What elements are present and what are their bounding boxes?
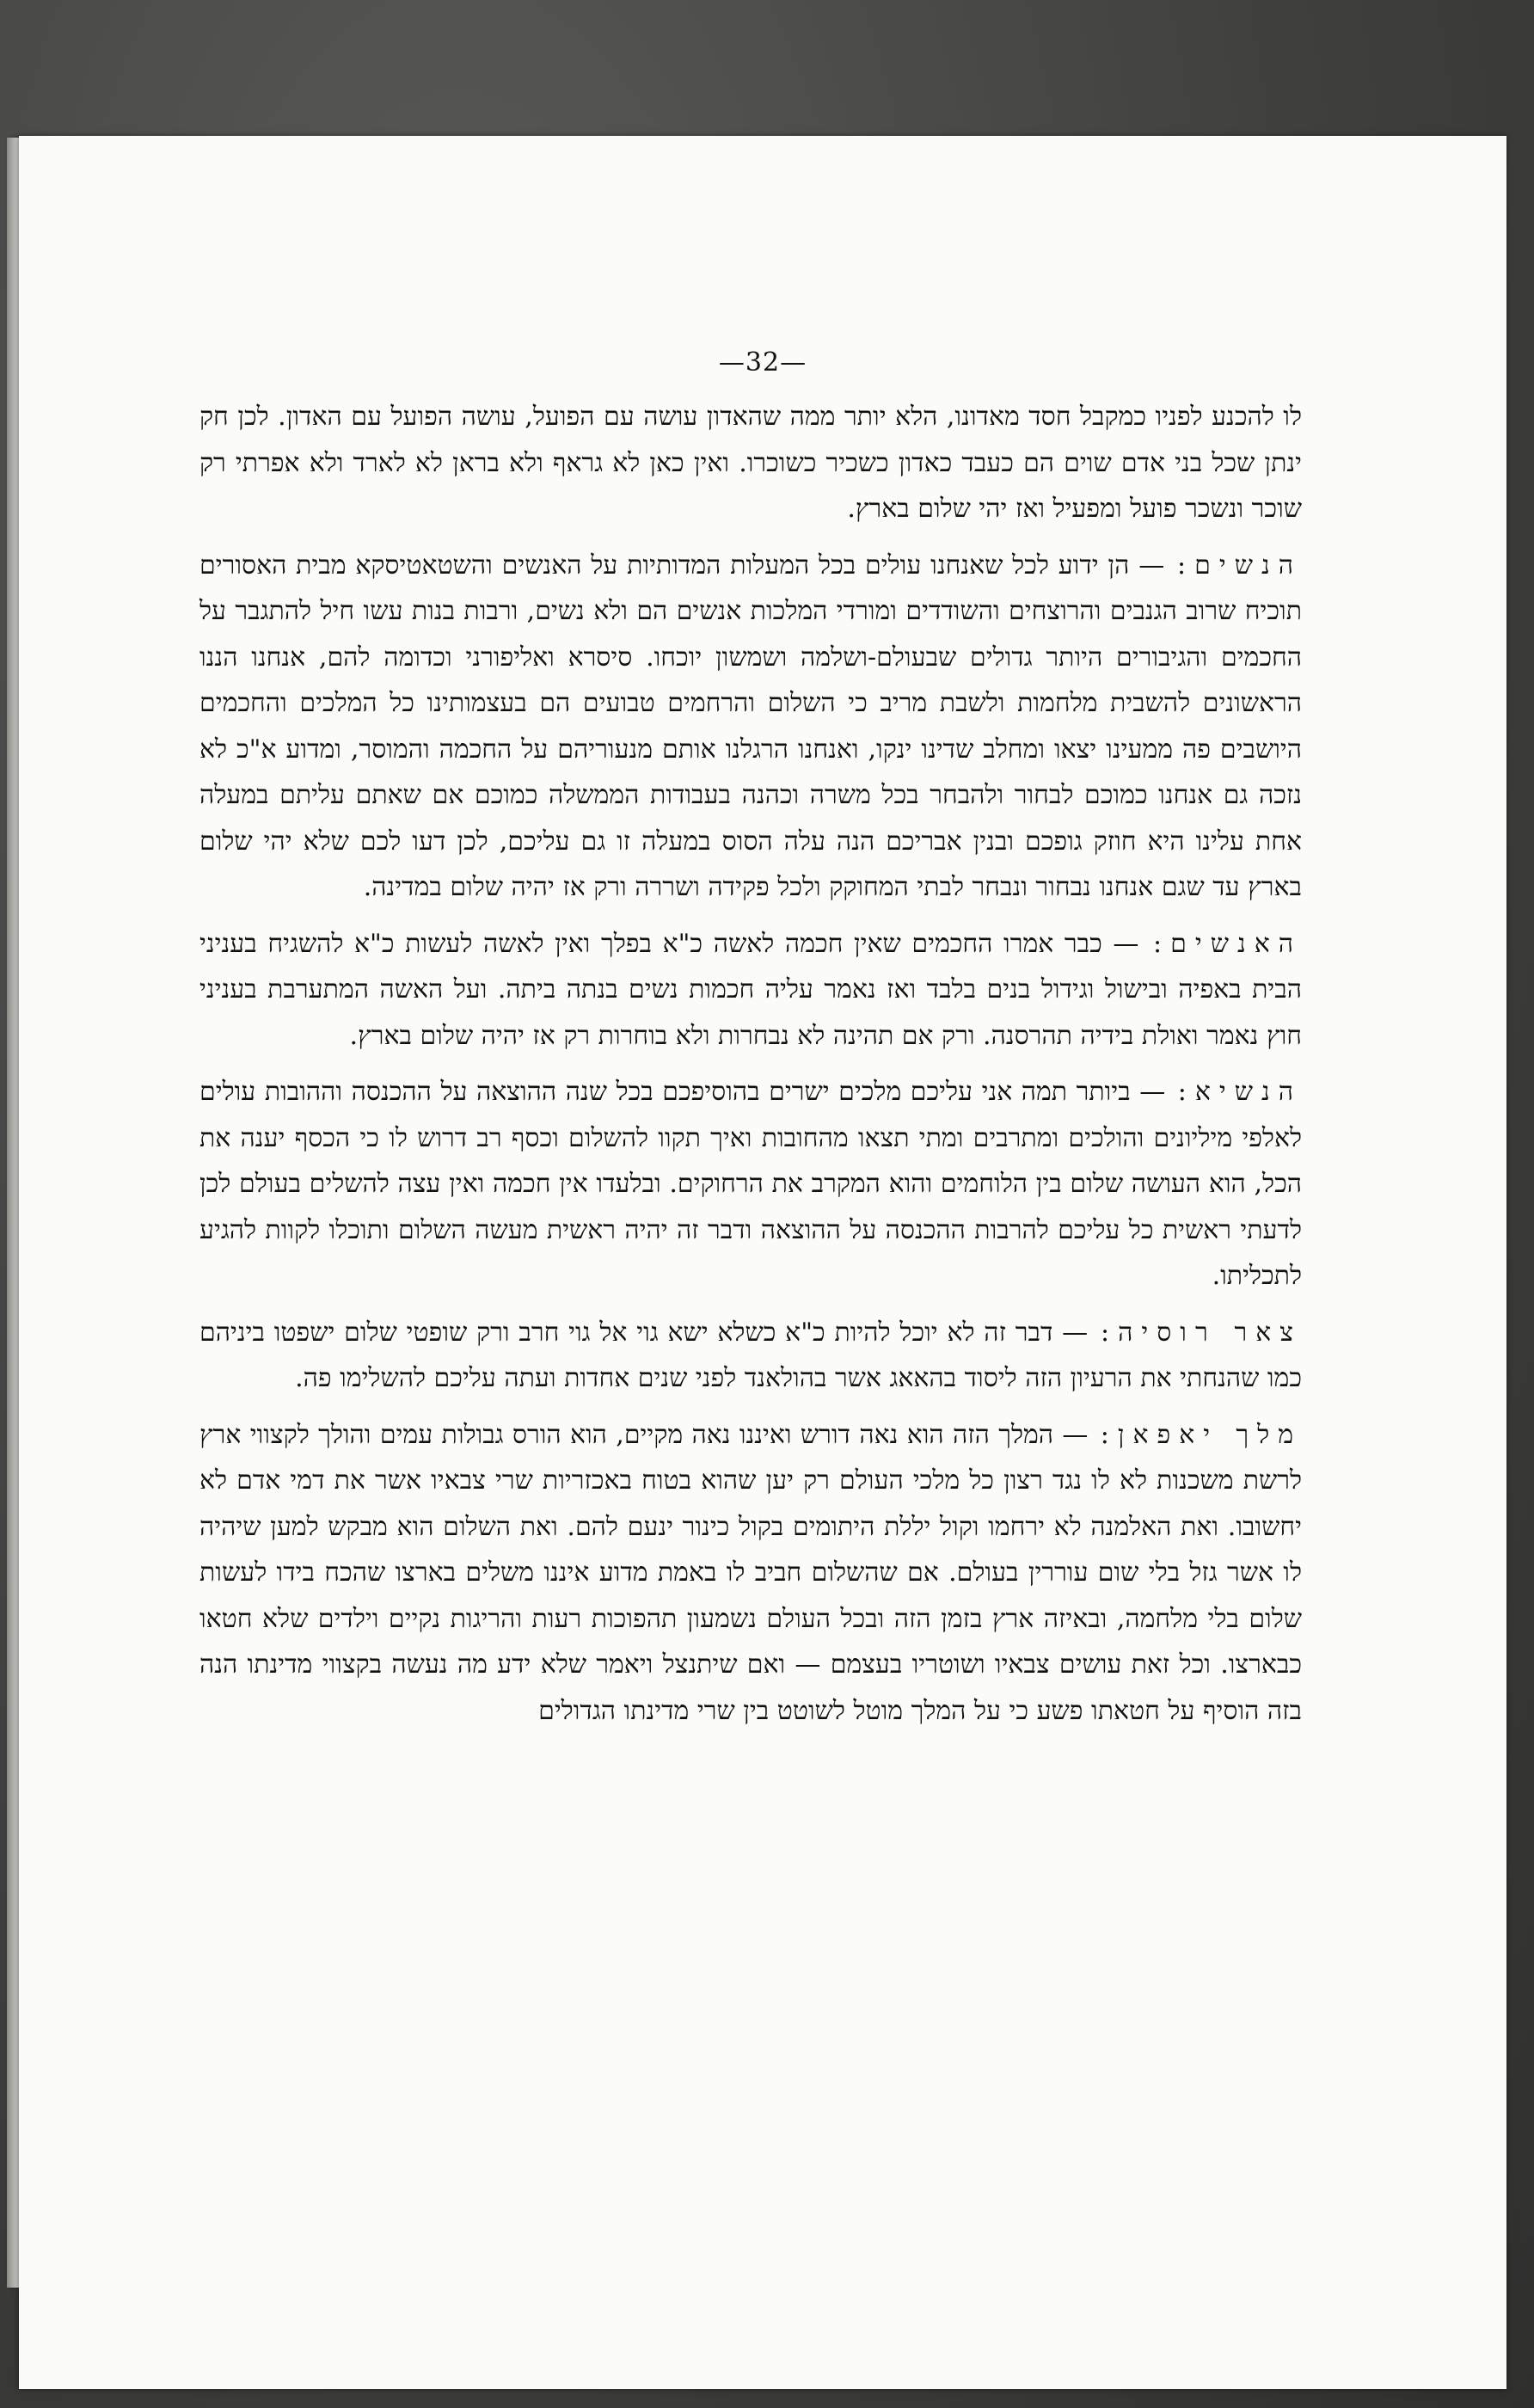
speaker-label: מלך יאפאן: bbox=[1100, 1419, 1302, 1450]
paragraph-text: לו להכנע לפניו כמקבל חסד מאדונו, הלא יותר ממה שהאדון עושה עם הפועל, עושה הפועל עם האדון. לכן חק ינתן שכל בני אדם שוים הם כעבד כאדון כשכיר כשוכרו. ואין כאן לא גראף ולא בראן לא לארד ולא אפרתי רק שוכר ונשכר פועל ומפעיל ואז יהי שלום בארץ. bbox=[199, 402, 1302, 524]
paragraph-text: — ביותר תמה אני עליכם מלכים ישרים בהוסיפכם בכל שנה ההוצאה על ההכנסה וההובות עולים לאלפי מיליונים והולכים ומתרבים ומתי תצאו מהחובות ואיך תקוו להשלום וכסף רב דרוש לו כי הכסף יענה את הכל, הוא העושה שלום בין הלוחמים והוא המקרב את הרחוקים. ובלעדו אין חכמה ואין עצה להשלים בעולם לכן לדעתי ראשית כל עליכם להרבות ההכנסה על ההוצאה ודבר זה יהיה ראשית מעשה השלום ותוכלו לקוות להגיע לתכליתו. bbox=[199, 1077, 1302, 1291]
paragraph-text: — המלך הזה הוא נאה דורש ואיננו נאה מקיים, הוא הורס גבולות עמים והולך לקצווי ארץ לרשת משכנות לא לו נגד רצון כל מלכי העולם רק יען שהוא בטוח באכזריות שרי צבאיו אשר את דמי אדם לא יחשובו. ואת האלמנה לא ירחמו וקול יללת היתומים בקול כינור ינעם להם. ואת השלום הוא מבקש למען שיהיה לו אשר גזל בלי שום עוררין בעולם. אם שהשלום חביב לו באמת מדוע איננו משלים בארצו שהכח בידו לעשות שלום בלי מלחמה, ובאיזה ארץ בזמן הזה ובכל העולם נשמעון תהפוכות רעות והריגות נקיים וילדים שלא חטאו כבארצו. וכל זאת עושים צבאיו ושוטריו בעצמם — ואם שיתנצל ויאמר שלא ידע מה נעשה בקצווי מדינתו הנה בזה הוסיף על חטאתו פשע כי על המלך מוטל לשוטט בין שרי מדינתו הגדולים bbox=[199, 1419, 1302, 1726]
speaker-label: צאר רוסיה: bbox=[1101, 1317, 1302, 1348]
speaker-label: האנשים: bbox=[1153, 928, 1302, 959]
paragraph bbox=[199, 543, 1302, 911]
paragraph bbox=[199, 1310, 1302, 1402]
speaker-label: הנשיא: bbox=[1177, 1077, 1302, 1107]
paragraph-text: — כבר אמרו החכמים שאין חכמה לאשה כ"א בפלך ואין לאשה לעשות כ"א להשגיח בעניני הבית באפיה ובישול וגידול בנים בלבד ואז נאמר עליה חכמות נשים בנתה ביתה. ועל האשה המתערבת בעניני חוץ נאמר ואולת בידיה תהרסנה. ורק אם תהינה לא נבחרות ולא בוחרות רק אז יהיה שלום בארץ. bbox=[199, 928, 1302, 1051]
paragraph bbox=[199, 394, 1302, 532]
paragraph-text: — הן ידוע לכל שאנחנו עולים בכל המעלות המדותיות על האנשים והשטאטיסקא מבית האסורים תוכיח שרוב הגנבים והרוצחים והשודדים ומורדי המלכות אנשים הם ולא נשים, ורבות בנות עשו חיל להתגבר על החכמים והגיבורים היותר גדולים שבעולם-ושלמה ושמשון יוכחו. סיסרא ואליפורני וכדומה להם, אנחנו הננו הראשונים להשבית מלחמות ולשבת מריב כי השלום והרחמים טבועים הם בעצמותינו כל המלכים והחכמים היושבים פה ממעינו יצאו ומחלב שדינו ינקו, ואנחנו הרגלנו אותם מנעוריהם על החכמה והמוסר, ומדוע א"כ לא נזכה גם אנחנו כמוכם לבחור ולהבחר בכל משרה וכהנה בעבודות הממשלה כמוכם אם שאתם עליתם במעלה אחת עלינו היא חוזק גופכם ובנין אבריכם הנה עלה הסוס במעלה זו גם עליכם, לכן דעו לכם שלא יהי שלום בארץ עד שגם אנחנו נבחור ונבחר לבתי המחוקק ולכל פקידה ושררה ורק אז יהיה שלום במדינה. bbox=[199, 550, 1302, 902]
page-text bbox=[199, 394, 1302, 1744]
paragraph-text: — דבר זה לא יוכל להיות כ"א כשלא ישא גוי אל גוי חרב ורק שופטי שלום ישפטו ביניהם כמו שהנחתי את הרעיון הזה ליסוד בהאאג אשר בהולאנד לפני שנים אחדות ועתה עליכם להשלימו פה. bbox=[199, 1317, 1302, 1393]
paragraph bbox=[199, 1412, 1302, 1735]
page-number: —32— bbox=[718, 347, 807, 378]
paragraph bbox=[199, 1069, 1302, 1299]
speaker-label: הנשים: bbox=[1177, 550, 1302, 580]
paragraph bbox=[199, 921, 1302, 1060]
book-page bbox=[19, 136, 1506, 2389]
